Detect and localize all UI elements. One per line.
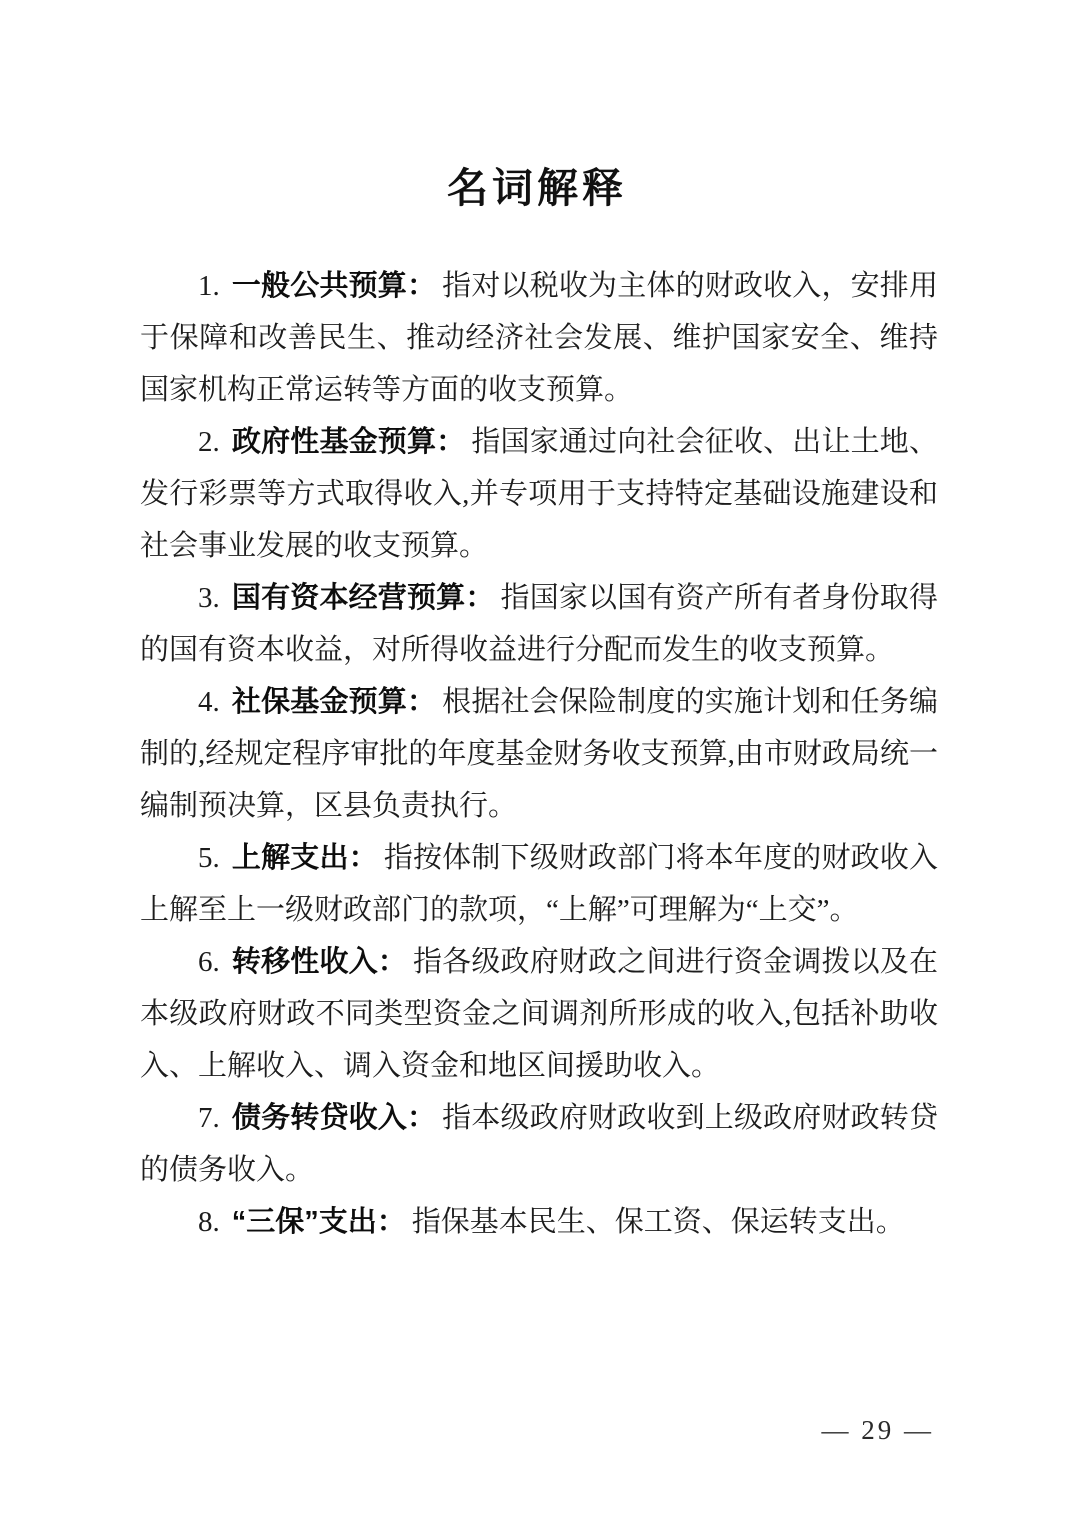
definition-item [140,936,938,1092]
item-number: 6. [198,946,220,978]
item-term: 社保基金预算： [231,686,437,718]
item-number: 1. [198,270,220,302]
item-number: 5. [198,842,220,874]
item-term: 国有资本经营预算： [231,582,495,614]
item-definition: 指保基本民生、保工资、保运转支出。 [411,1206,905,1238]
item-definition: 指各级政府财政之间进行资金调拨以及在本级政府财政不同类型资金之间调剂所形成的收入,包括补助收入、上解收入、调入资金和地区间援助收入。 [140,946,938,1082]
item-term: “三保”支出： [231,1206,406,1238]
item-term: 政府性基金预算： [231,426,466,458]
item-definition: 指本级政府财政收到上级政府财政转贷的债务收入。 [140,1102,938,1186]
item-number: 4. [198,686,220,718]
definition-item [140,676,938,832]
glossary-content [140,260,938,1248]
definition-item [140,260,938,416]
definition-item [140,416,938,572]
definition-item [140,832,938,936]
definition-item [140,1196,938,1248]
item-term: 上解支出： [231,842,378,874]
item-term: 债务转贷收入： [231,1102,437,1134]
item-definition: 根据社会保险制度的实施计划和任务编制的,经规定程序审批的年度基金财务收支预算,由市财政局统一编制预决算，区县负责执行。 [140,686,938,822]
definition-item [140,572,938,676]
item-definition: 指按体制下级财政部门将本年度的财政收入上解至上一级财政部门的款项，“上解”可理解为“上交”。 [140,842,938,926]
item-term: 转移性收入： [231,946,407,978]
item-definition: 指国家以国有资产所有者身份取得的国有资本收益，对所得收益进行分配而发生的收支预算。 [140,582,938,666]
page-number: — 29 — [821,1415,934,1445]
item-definition: 指国家通过向社会征收、出让土地、发行彩票等方式取得收入,并专项用于支持特定基础设施建设和社会事业发展的收支预算。 [140,426,938,562]
page-title: 名词解释 [447,165,627,211]
definition-item [140,1092,938,1196]
item-number: 3. [198,582,220,614]
item-definition: 指对以税收为主体的财政收入，安排用于保障和改善民生、推动经济社会发展、维护国家安全、维持国家机构正常运转等方面的收支预算。 [140,270,938,406]
item-number: 2. [198,426,220,458]
item-number: 8. [198,1206,220,1238]
item-number: 7. [198,1102,220,1134]
item-term: 一般公共预算： [231,270,437,302]
